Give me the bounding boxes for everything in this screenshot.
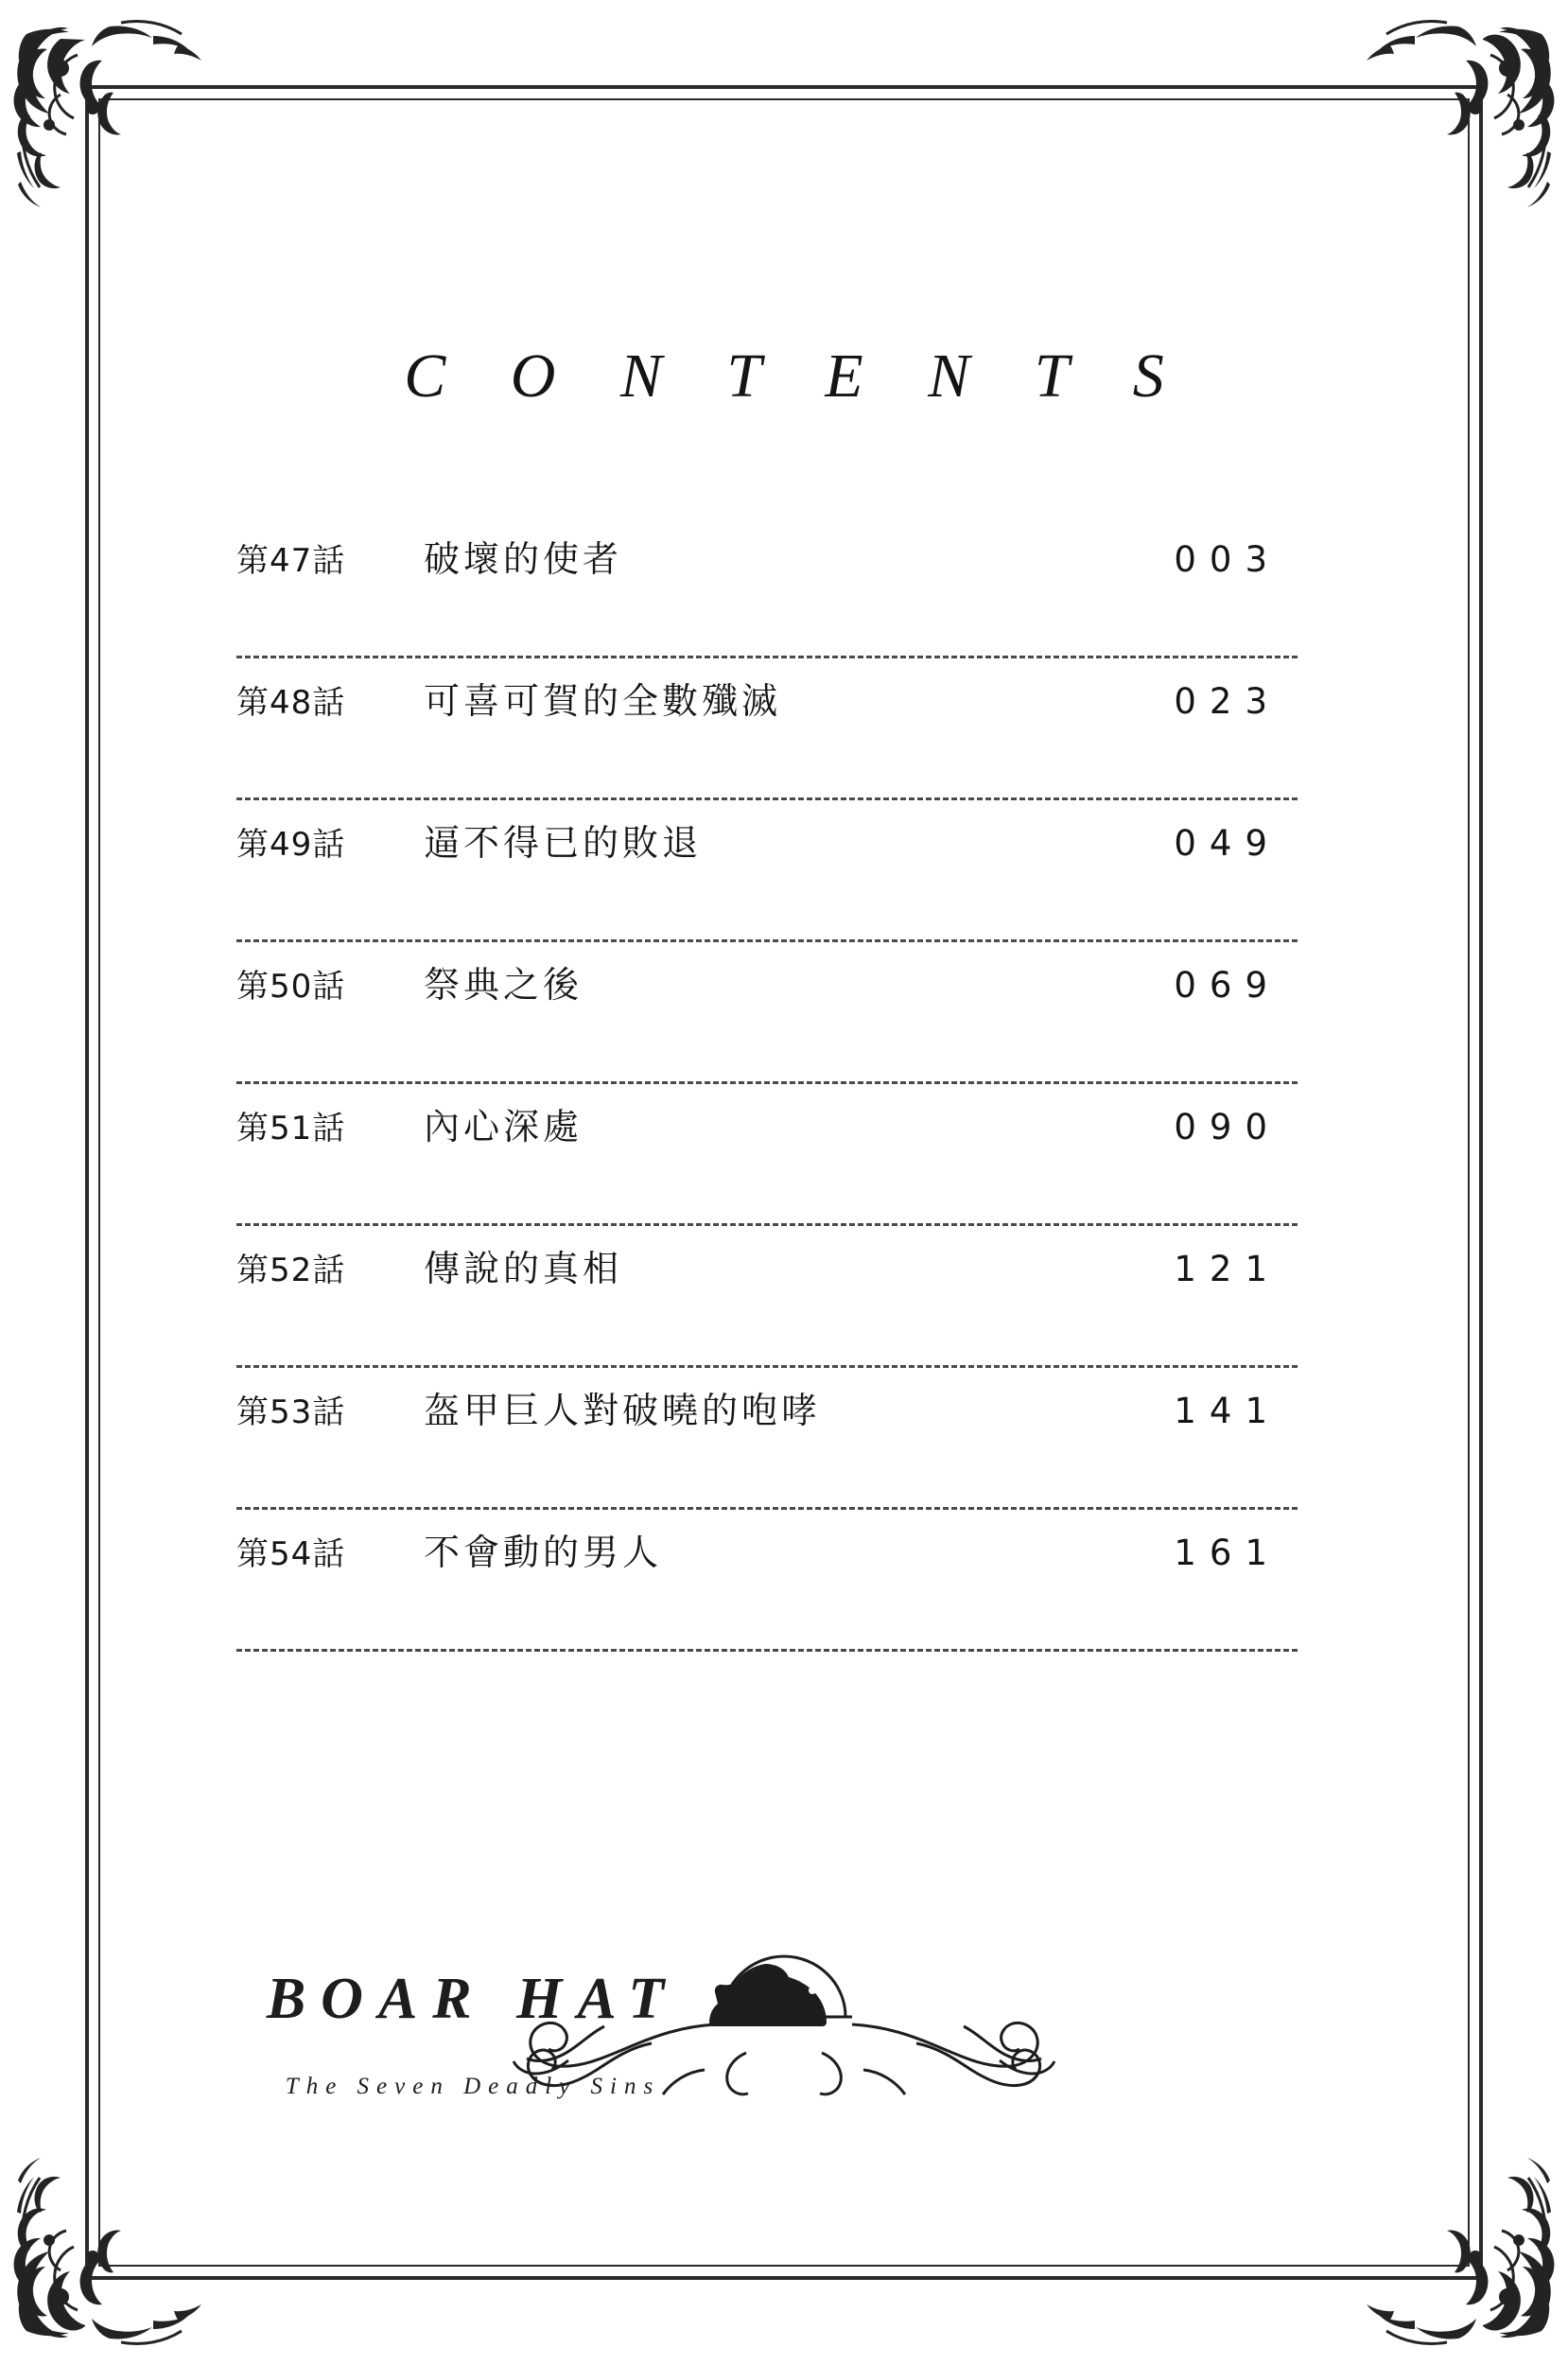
toc-entry[interactable] (180, 1381, 1352, 1523)
logo-flourish-icon (368, 1911, 1200, 2157)
corner-ornament-icon (11, 11, 257, 229)
toc-entry[interactable] (180, 672, 1352, 814)
chapter-number: 第53話 (236, 1393, 346, 1431)
chapter-page-number: 023 (1174, 681, 1281, 722)
dashed-rule (236, 1507, 1298, 1510)
toc-entry[interactable] (180, 955, 1352, 1097)
chapter-title: 盔甲巨人對破曉的咆哮 (424, 1390, 822, 1431)
page-title: C O N T E N T S (404, 342, 1189, 411)
chapter-number: 第52話 (236, 1252, 346, 1289)
chapter-title: 逼不得已的敗退 (424, 822, 703, 864)
dashed-rule (236, 797, 1298, 800)
toc-entry[interactable] (180, 1523, 1352, 1665)
chapter-number: 第50話 (236, 968, 346, 1006)
pig-icon (709, 1964, 827, 2026)
table-of-contents (180, 530, 1352, 1665)
chapter-page-number: 121 (1174, 1249, 1281, 1289)
chapter-page-number: 090 (1174, 1107, 1281, 1147)
toc-entry[interactable] (180, 530, 1352, 672)
page-frame (57, 57, 1511, 2308)
chapter-page-number: 049 (1174, 823, 1281, 864)
chapter-number: 第47話 (236, 542, 346, 580)
dashed-rule (236, 1223, 1298, 1226)
chapter-page-number: 003 (1174, 539, 1281, 580)
dashed-rule (236, 1365, 1298, 1368)
dashed-rule (236, 939, 1298, 942)
toc-entry[interactable] (180, 1239, 1352, 1381)
chapter-page-number: 069 (1174, 965, 1281, 1006)
chapter-number: 第51話 (236, 1110, 346, 1147)
corner-ornament-icon (1311, 11, 1557, 229)
chapter-title: 祭典之後 (424, 964, 584, 1006)
chapter-number: 第48話 (236, 684, 346, 722)
dashed-rule (236, 656, 1298, 658)
chapter-title: 可喜可賀的全數殲滅 (424, 680, 782, 722)
dashed-rule (236, 1649, 1298, 1652)
chapter-title: 破壞的使者 (424, 538, 623, 580)
chapter-page-number: 161 (1174, 1533, 1281, 1573)
chapter-number: 第54話 (236, 1535, 346, 1573)
chapter-title: 不會動的男人 (424, 1532, 663, 1573)
dashed-rule (236, 1081, 1298, 1084)
chapter-title: 內心深處 (424, 1106, 584, 1147)
chapter-title: 傳說的真相 (424, 1248, 623, 1289)
logo-tagline: The Seven Deadly Sins (285, 2074, 661, 2099)
toc-entry[interactable] (180, 814, 1352, 955)
chapter-page-number: 141 (1174, 1391, 1281, 1431)
boar-hat-logo (57, 1911, 1511, 2195)
toc-entry[interactable] (180, 1097, 1352, 1239)
chapter-number: 第49話 (236, 826, 346, 864)
logo-wordmark: BOAR HAT (266, 1967, 680, 2031)
